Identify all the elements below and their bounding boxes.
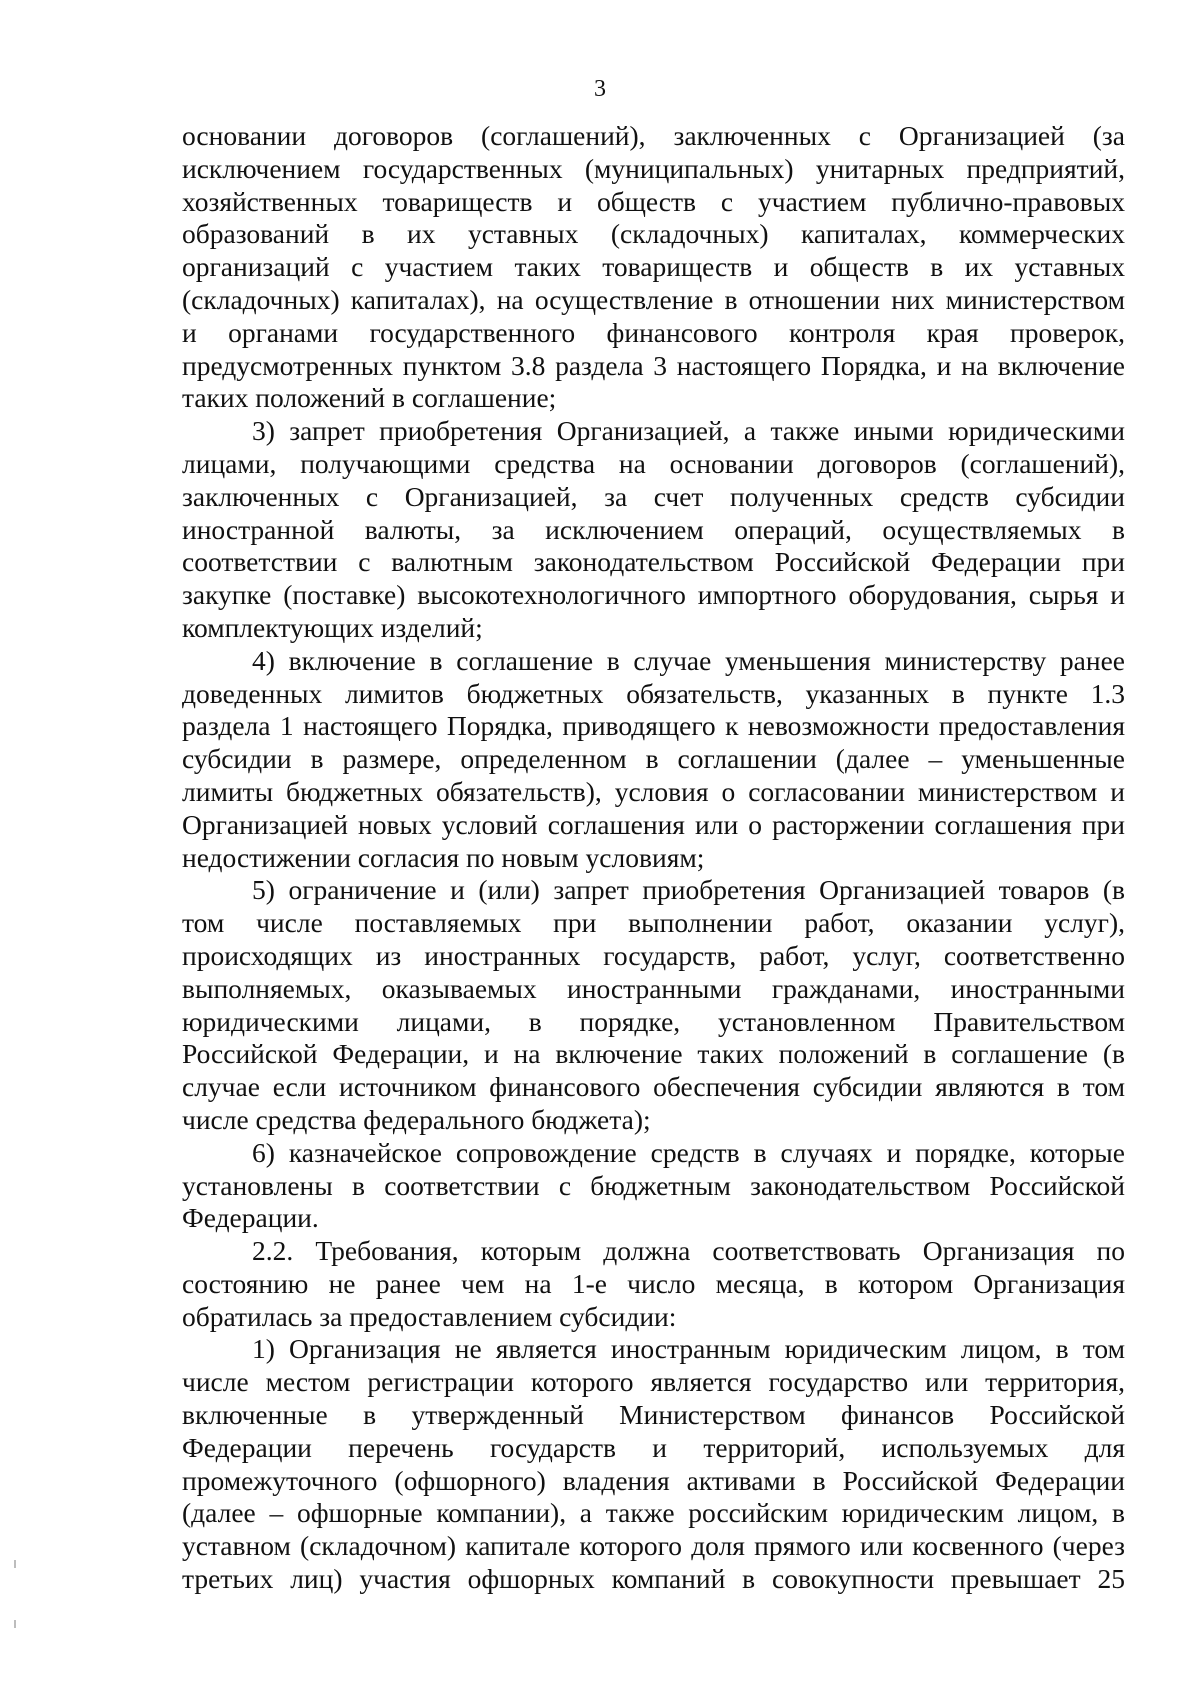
text-line: 4) включение в соглашение в случае уменьшения министерству ранее	[252, 644, 1125, 676]
text-line: и органами государственного финансового контроля края проверок,	[182, 316, 1125, 348]
text-line: 2.2. Требования, которым должна соответствовать Организация по	[252, 1235, 1125, 1267]
text-line: субсидии в размере, определенном в соглашении (далее – уменьшенные	[182, 743, 1125, 775]
text-line: Организацией новых условий соглашения или о расторжении соглашения при	[182, 808, 1125, 840]
text-line: происходящих из иностранных государств, работ, услуг, соответственно	[182, 939, 1125, 971]
text-line: предусмотренных пунктом 3.8 раздела 3 настоящего Порядка, и на включение	[182, 349, 1125, 381]
text-line: 3) запрет приобретения Организацией, а также иными юридическими	[252, 415, 1125, 447]
text-line: состоянию не ранее чем на 1-е число месяца, в котором Организация	[182, 1267, 1125, 1299]
text-line: числе местом регистрации которого является государство или территория,	[182, 1366, 1125, 1398]
text-line: Федерации.	[182, 1202, 319, 1234]
text-line: закупке (поставке) высокотехнологичного импортного оборудования, сырья и	[182, 579, 1125, 611]
text-line: юридическими лицами, в порядке, установленном Правительством	[182, 1005, 1125, 1037]
document-body	[182, 120, 1125, 1596]
text-line: лицами, получающими средства на основании договоров (соглашений),	[182, 447, 1125, 479]
text-line: том числе поставляемых при выполнении работ, оказании услуг),	[182, 907, 1125, 939]
text-line: 5) ограничение и (или) запрет приобретения Организацией товаров (в	[252, 874, 1125, 906]
text-line: основании договоров (соглашений), заключенных с Организацией (за	[182, 120, 1125, 151]
text-line: обратилась за предоставлением субсидии:	[182, 1300, 677, 1332]
text-line: случае если источником финансового обеспечения субсидии являются в том	[182, 1071, 1125, 1103]
text-line: числе средства федерального бюджета);	[182, 1103, 651, 1135]
text-line: иностранной валюты, за исключением операций, осуществляемых в	[182, 513, 1125, 545]
text-line: раздела 1 настоящего Порядка, приводящего к невозможности предоставления	[182, 710, 1125, 742]
text-line: соответствии с валютным законодательством Российской Федерации при	[182, 546, 1125, 578]
text-line: организаций с участием таких товариществ и обществ в их уставных	[182, 251, 1125, 283]
text-line: таких положений в соглашение;	[182, 382, 557, 414]
paragraph-item-6	[182, 1137, 1125, 1235]
paragraph-item-4	[182, 645, 1125, 875]
text-line: хозяйственных товариществ и обществ с участием публично-правовых	[182, 185, 1125, 217]
text-line: уставном (складочном) капитале которого доля прямого или косвенного (через	[182, 1530, 1125, 1562]
paragraph-item-3	[182, 415, 1125, 645]
text-line: комплектующих изделий;	[182, 611, 483, 643]
text-line: лимиты бюджетных обязательств), условия о согласовании министерством и	[182, 775, 1125, 807]
scan-artifact	[14, 1620, 16, 1628]
text-line: промежуточного (офшорного) владения активами в Российской Федерации	[182, 1464, 1125, 1496]
text-line: 1) Организация не является иностранным юридическим лицом, в том	[252, 1333, 1125, 1365]
text-line: Российской Федерации, и на включение таких положений в соглашение (в	[182, 1038, 1125, 1070]
text-line: недостижении согласия по новым условиям;	[182, 841, 705, 873]
text-line: исключением государственных (муниципальных) унитарных предприятий,	[182, 152, 1125, 184]
paragraph-section-2-2	[182, 1235, 1125, 1333]
page-number: 3	[594, 76, 606, 102]
text-line: включенные в утвержденный Министерством финансов Российской	[182, 1399, 1125, 1431]
text-line: выполняемых, оказываемых иностранными гражданами, иностранными	[182, 972, 1125, 1004]
paragraph-continuation	[182, 120, 1125, 415]
text-line: (складочных) капиталах), на осуществление в отношении них министерством	[182, 283, 1125, 315]
text-line: третьих лиц) участия офшорных компаний в совокупности превышает 25	[182, 1563, 1125, 1595]
paragraph-item-5	[182, 874, 1125, 1136]
text-line: заключенных с Организацией, за счет полученных средств субсидии	[182, 480, 1125, 512]
text-line: доведенных лимитов бюджетных обязательств, указанных в пункте 1.3	[182, 677, 1125, 709]
text-line: Федерации перечень государств и территорий, используемых для	[182, 1431, 1125, 1463]
text-line: 6) казначейское сопровождение средств в случаях и порядке, которые	[252, 1136, 1125, 1168]
paragraph-section-2-2-item-1	[182, 1333, 1125, 1595]
text-line: установлены в соответствии с бюджетным законодательством Российской	[182, 1169, 1125, 1201]
text-line: (далее – офшорные компании), а также российским юридическим лицом, в	[182, 1497, 1125, 1529]
scan-artifact	[14, 1560, 16, 1568]
text-line: образований в их уставных (складочных) капиталах, коммерческих	[182, 218, 1125, 250]
